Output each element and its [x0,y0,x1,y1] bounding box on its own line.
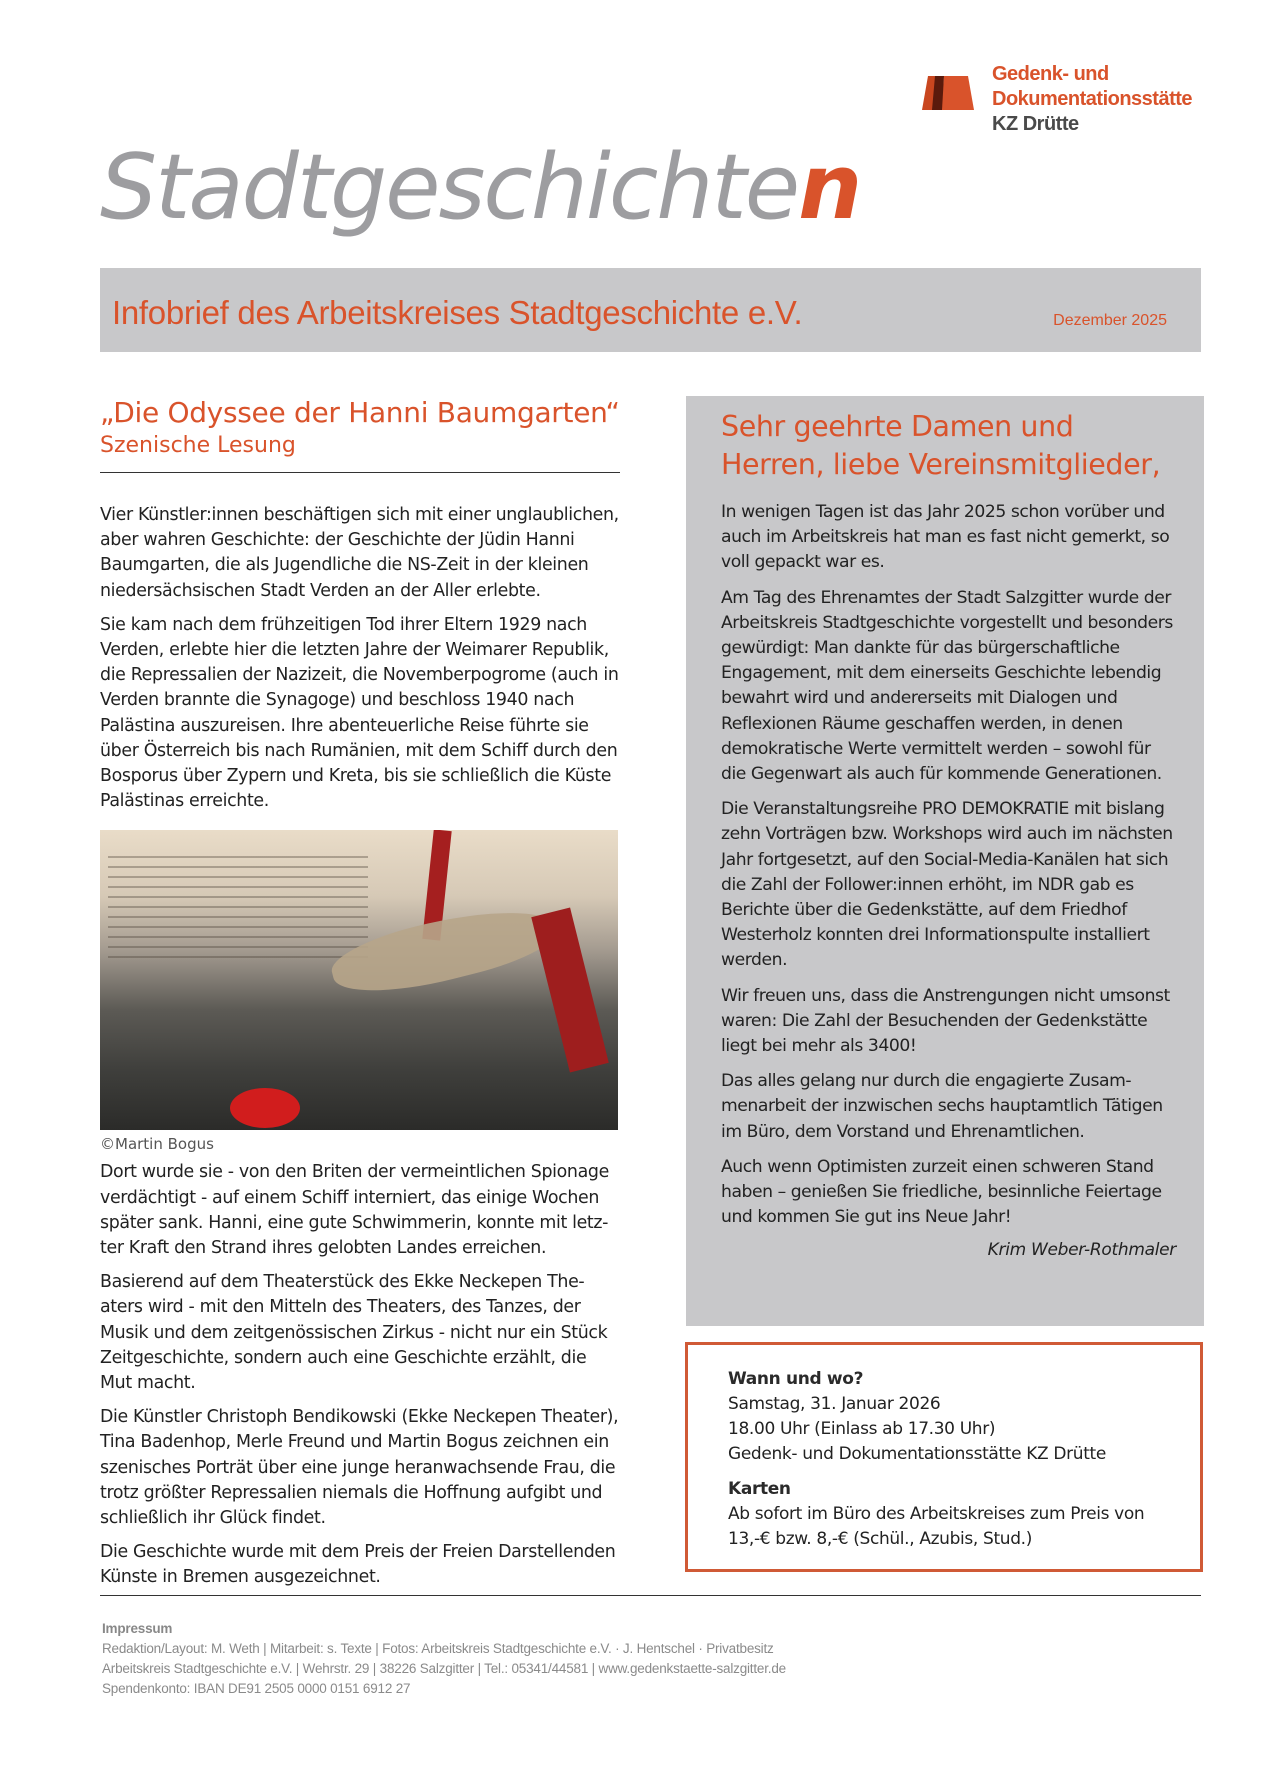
tickets-info: Ab sofort im Büro des Arbeitskreises zum Preis von [728,1504,1145,1524]
article-paragraph: Die Geschichte wurde mit dem Preis der Freien Darstellenden Künste in Bremen ausgezeichnet. [100,1542,616,1588]
logo-line-1: Gedenk- und [992,63,1109,85]
article-subtitle: Szenische Lesung [100,433,296,458]
red-ball [230,1088,300,1128]
event-venue: Gedenk- und Dokumentationsstätte KZ Drütte [728,1444,1106,1464]
letter-greeting: Sehr geehrte Damen und Herren, liebe Vereinsmitglieder, [721,410,1161,481]
impressum-bank: Spendenkonto: IBAN DE91 2505 0000 0151 6912 27 [102,1681,411,1696]
article-intro [100,503,620,814]
logo-text [992,62,1192,137]
letter-paragraph: Am Tag des Ehrenamtes der Stadt Salzgitter wurde der Arbeitskreis Stadtgeschichte vorgestellt und besonders gewürdigt: Man dankte für das bürgerschaftliche Engagement, mit dem einerseits Geschichte lebendig bewahrt wird und andererseits mit Dialogen und Reflexionen Räume geschaffen werden, in denen demokratische Werte vermittelt werden – sowohl für die Gegenwart als auch für kommende Generationen. [721,587,1173,785]
tickets-price: 13,-€ bzw. 8,-€ (Schül., Azubis, Stud.) [728,1529,1032,1549]
logo-line-2: Dokumentationsstätte [992,88,1193,110]
letter-content [721,408,1176,1260]
article-divider [100,472,620,473]
article-paragraph: Vier Künstler:innen beschäftigen sich mit einer unglaublichen, aber wahren Geschichte: der Geschichte der Jüdin Hanni Baumgarten, die als Jugendliche die NS-Zeit in der kleinen niedersächsischen Stadt Verden an der Aller erlebte. [100,505,619,601]
logo-line-3: KZ Drütte [992,113,1079,135]
event-info-content [728,1367,1178,1552]
letter-paragraph: Wir freuen uns, dass die Anstrengungen nicht umsonst waren: Die Zahl der Besuchenden der Gedenkstätte liegt bei mehr als 3400! [721,985,1170,1057]
letter-box [686,396,1204,1326]
masthead-main: Stadtgeschichte [100,135,799,240]
letter-paragraph: Das alles gelang nur durch die engagierte Zusammenarbeit der inzwischen sechs hauptamtlich Tätigen im Büro, dem Vorstand und Ehrenamtlichen. [721,1071,1163,1142]
article-paragraph: Basierend auf dem Theaterstück des Ekke Neckepen Theaters wird - mit den Mitteln des Theaters, des Tanzes, der Musik und dem zeitgenössischen Zirkus - nicht nur ein Stück Zeitgeschichte, sondern auch eine Geschichte erzählt, die Mut macht. [100,1272,608,1394]
article-paragraph: Dort wurde sie - von den Briten der vermeintlichen Spionage verdächtigt - auf einem Schiff interniert, das einige Wochen später sank. Hanni, eine gute Schwimmerin, konnte mit letzter Kraft den Strand ihres gelobten Landes erreichen. [100,1162,609,1259]
footer-divider [100,1595,1201,1596]
letter-paragraph: In wenigen Tagen ist das Jahr 2025 schon vorüber und auch im Arbeitskreis hat man es fast nicht gemerkt, so voll gepackt war es. [721,502,1170,573]
event-date: Samstag, 31. Januar 2026 [728,1394,941,1414]
event-info-box [685,1342,1203,1572]
article-body [100,1160,620,1590]
passport-application-document [108,848,368,958]
issue-date: Dezember 2025 [1053,312,1167,329]
event-time: 18.00 Uhr (Einlass ab 17.30 Uhr) [728,1419,996,1439]
article-paragraph: Die Künstler Christoph Bendikowski (Ekke Neckepen Theater), Tina Badenhop, Merle Freund und Martin Bogus zeichnen ein szenisches Porträt über eine junge heranwachsende Frau, die trotz größter Repressalien niemals die Hoffnung aufgibt und schließlich ihr Glück findet. [100,1407,619,1529]
article-column [100,396,620,1600]
letter-paragraph: Auch wenn Optimisten zurzeit einen schweren Stand haben – genießen Sie friedliche, besinnliche Feiertage und kommen Sie gut ins Neue Jahr! [721,1156,1162,1228]
book-monument-icon [918,72,976,112]
article-paragraph: Sie kam nach dem frühzeitigen Tod ihrer Eltern 1929 nach Verden, erlebte hier die letzten Jahre der Weimarer Republik, die Repressalien der Nazizeit, die Novemberpogrome (auch in Verden brannte die Synagoge) und beschloss 1940 nach Palästina auszureisen. Ihre abenteuerliche Reise führte sie über Österreich bis nach Rumänien, mit dem Schiff durch den Bosporus über Zypern und Kreta, bis sie schließlich die Küste Palästinas erreichte. [100,614,619,812]
letter-signature: Krim Weber-Rothmaler [987,1240,1176,1261]
tickets-heading: Karten [728,1479,791,1499]
impressum [102,1619,786,1699]
red-aerial-silk [531,908,609,1073]
impressum-credits: Redaktion/Layout: M. Weth | Mitarbeit: s. Texte | Fotos: Arbeitskreis Stadtgeschichte e.V. · J. Hentschel · Privatbesitz [102,1641,774,1656]
article-photo [100,830,618,1130]
newsletter-banner [100,268,1201,352]
masthead-accent-letter: n [798,135,861,240]
impressum-heading: Impressum [102,1621,173,1636]
photo-credit: ©Martin Bogus [100,1135,214,1154]
impressum-address: Arbeitskreis Stadtgeschichte e.V. | Wehrstr. 29 | 38226 Salzgitter | Tel.: 05341/44581 | www.gedenkstaette-salzgitter.de [102,1661,786,1676]
memorial-logo [918,62,1218,142]
when-where-heading: Wann und wo? [728,1369,864,1389]
masthead-title [100,135,861,240]
article-title: „Die Odyssee der Hanni Baumgarten“ [100,396,620,429]
banner-title: Infobrief des Arbeitskreises Stadtgeschichte e.V. [112,294,803,331]
letter-paragraph: Die Veranstaltungsreihe PRO DEMOKRATIE mit bislang zehn Vorträgen bzw. Workshops wird auch im nächsten Jahr fortgesetzt, auf den Social-Media-Kanälen hat sich die Zahl der Follower:innen erhöht, im NDR gab es Berichte über die Gedenkstätte, auf dem Friedhof Westerholz konnten drei Informationspulte installiert werden. [721,799,1173,971]
